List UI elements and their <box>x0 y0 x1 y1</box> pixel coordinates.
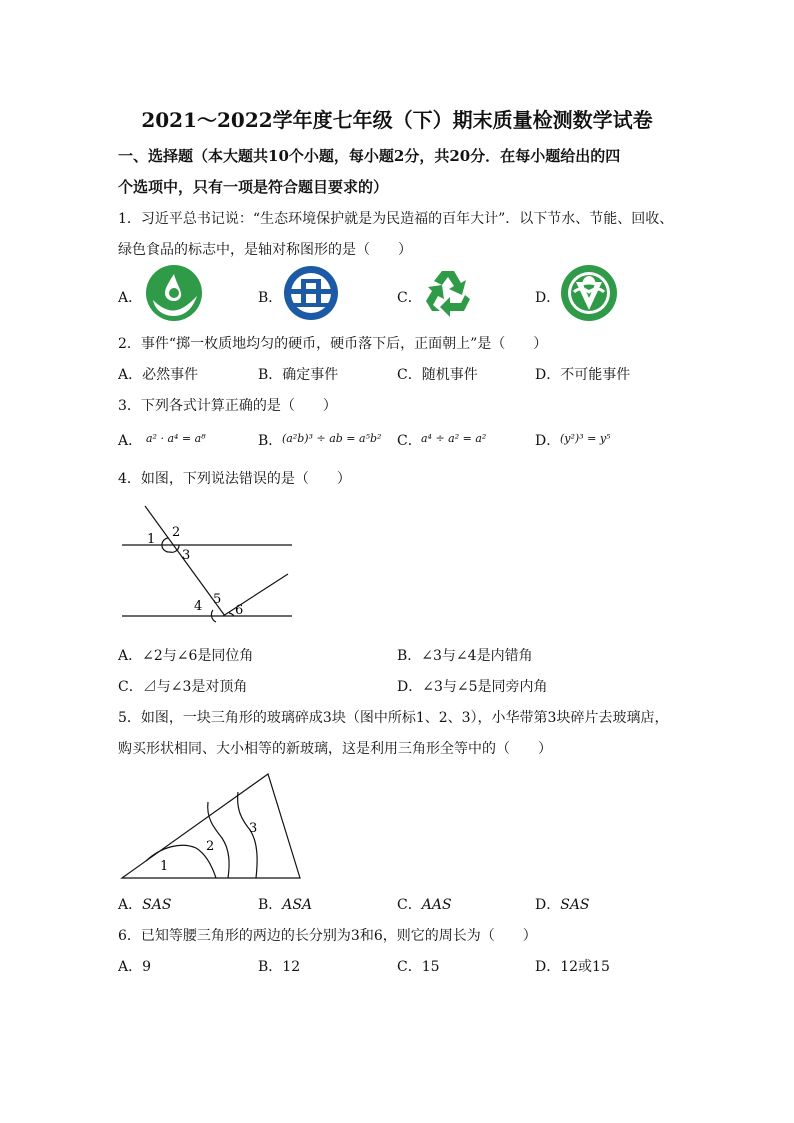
q5-option-d: D．SAS <box>535 897 590 913</box>
section-heading-line2: 个选项中，只有一项是符合题目要求的） <box>118 178 389 196</box>
q4-angle-label-6: 6 <box>235 603 244 618</box>
q3-stem: 3．下列各式计算正确的是（ ） <box>118 398 337 414</box>
q2-option-c: C．随机事件 <box>397 367 478 383</box>
q6-option-d: D．12或15 <box>535 959 610 975</box>
q5-stem-line2: 购买形状相同、大小相等的新玻璃，这是利用三角形全等中的（ ） <box>118 741 552 757</box>
q4-angle-label-1: 1 <box>147 532 156 547</box>
q5-piece-label-2: 2 <box>206 839 215 854</box>
q3-option-b-expr: (a²b)³ ÷ ab = a⁵b² <box>282 432 382 445</box>
q2-option-b: B．确定事件 <box>258 367 339 383</box>
q6-option-b: B．12 <box>258 959 301 975</box>
q1-stem-line2: 绿色食品的标志中，是轴对称图形的是（ ） <box>118 242 412 258</box>
q4-angle-label-3: 3 <box>182 548 191 563</box>
q3-option-d-expr: (y²)³ = y⁵ <box>560 432 611 445</box>
section-heading-line1: 一、选择题（本大题共10个小题，每小题2分，共20分．在每小题给出的四 <box>118 147 621 165</box>
q1-option-d-label: D． <box>535 290 561 306</box>
q4-angle-label-2: 2 <box>172 525 181 540</box>
q3-option-c-label: C． <box>397 433 422 449</box>
q4-option-b: B．∠3与∠4是内错角 <box>397 648 533 664</box>
q4-option-d: D．∠3与∠5是同旁内角 <box>397 679 548 695</box>
q5-broken-triangle-figure <box>118 770 304 882</box>
q5-piece-label-1: 1 <box>160 859 169 874</box>
q5-option-a: A．SAS <box>118 897 172 913</box>
q5-stem-line1: 5．如图，一块三角形的玻璃碎成3块（图中所标1、2、3），小华带第3块碎片去玻璃店， <box>118 710 669 726</box>
water-saving-logo-icon <box>145 264 203 322</box>
q4-angle-label-4: 4 <box>194 599 203 614</box>
q3-option-c-expr: a⁴ ÷ a² = a² <box>421 432 487 445</box>
q1-stem-line1: 1．习近平总书记说：“生态环境保护就是为民造福的百年大计”．以下节水、节能、回收、 <box>118 211 674 227</box>
q3-option-d-label: D． <box>535 433 561 449</box>
q4-option-a: A．∠2与∠6是同位角 <box>118 648 254 664</box>
q3-option-a-expr: a² · a⁴ = a⁸ <box>146 432 206 445</box>
green-food-logo-icon <box>560 264 618 322</box>
q1-option-b-label: B． <box>258 290 283 306</box>
q6-option-a: A．9 <box>118 959 152 975</box>
q4-option-c: C．⊿与∠3是对顶角 <box>118 679 248 695</box>
q5-option-b: B．ASA <box>258 897 313 913</box>
q6-option-c: C．15 <box>397 959 440 975</box>
q3-option-a-label: A． <box>118 433 143 449</box>
q6-stem: 6．已知等腰三角形的两边的长分别为3和6，则它的周长为（ ） <box>118 928 537 944</box>
q4-angle-label-5: 5 <box>213 592 222 607</box>
energy-saving-logo-icon <box>283 265 339 321</box>
q4-stem: 4．如图，下列说法错误的是（ ） <box>118 471 351 487</box>
q2-stem: 2．事件“掷一枚质地均匀的硬币，硬币落下后，正面朝上”是（ ） <box>118 336 548 352</box>
q1-option-a-label: A． <box>118 290 143 306</box>
exam-title: 2021～2022学年度七年级（下）期末质量检测数学试卷 <box>141 108 653 132</box>
q2-option-d: D．不可能事件 <box>535 367 631 383</box>
q1-option-c-label: C． <box>397 290 422 306</box>
q2-option-a: A．必然事件 <box>118 367 199 383</box>
q5-piece-label-3: 3 <box>249 821 258 836</box>
q4-parallel-lines-figure <box>118 500 298 625</box>
recycle-logo-icon <box>420 265 476 321</box>
q3-option-b-label: B． <box>258 433 283 449</box>
q5-option-c: C．AAS <box>397 897 452 913</box>
